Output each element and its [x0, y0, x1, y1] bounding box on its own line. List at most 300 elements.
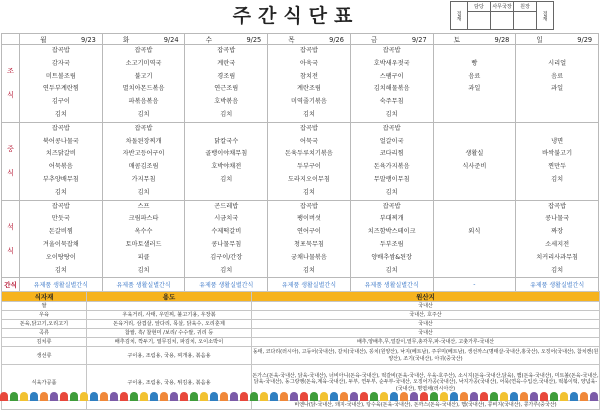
menu-item: 김구이/간장: [210, 253, 243, 261]
menu-item: 잡곡밥: [51, 47, 70, 54]
menu-item: 호박새우젓국: [373, 59, 410, 67]
menu-item: 콩나물국: [545, 215, 570, 223]
meal-label-text: 중 식: [7, 145, 14, 178]
menu-item: 잡곡밥: [134, 47, 153, 54]
menu-item: 무말랭이무침: [373, 175, 410, 183]
meal-label: [2, 200, 20, 278]
approval-box: [450, 1, 554, 30]
fence-post-icon: [370, 392, 378, 401]
fence-post-icon: [560, 392, 568, 401]
fence-post-icon: [170, 392, 178, 401]
origin-use: 구이용, 조림용, 국용, 튀김용, 볶음용: [87, 365, 252, 401]
snack-dairy: 유제품: [281, 282, 300, 290]
origin-origin: 국내산: [252, 302, 600, 311]
snack-ward: 생활실별간식: [383, 282, 419, 290]
menu-item: 김치: [54, 188, 67, 196]
fence-post-icon: [100, 392, 108, 401]
day-header-6: [433, 34, 516, 45]
meal-label-text: 조 식: [7, 67, 14, 100]
menu-item: [516, 123, 598, 136]
fence-post-icon: [570, 392, 578, 401]
origin-use: [87, 401, 252, 410]
fence-post-icon: [0, 392, 8, 401]
menu-item: 바싹불고기: [542, 150, 573, 158]
fence-post-icon: [460, 392, 468, 401]
menu-item: 겨울이묵잡채: [42, 240, 79, 248]
menu-cell: [185, 122, 268, 200]
meal-row: [2, 45, 599, 123]
origin-row: [2, 329, 600, 338]
menu-item: 잡곡밥: [299, 202, 318, 210]
menu-item: 매콤김조림: [128, 163, 159, 171]
snack-ward: 생활실별간식: [53, 282, 88, 290]
fence-post-icon: [260, 392, 268, 401]
menu-item: 생활실: [465, 150, 484, 158]
fence-post-icon: [90, 392, 98, 401]
menu-item: 어묵국: [299, 137, 318, 145]
menu-item: 수제떡갈비: [211, 228, 242, 236]
menu-item: 자반고등어구이: [122, 150, 165, 158]
fence-post-icon: [490, 392, 498, 401]
menu-item: 과일: [468, 85, 481, 93]
menu-item: 잡곡밥: [217, 47, 236, 54]
menu-cell: [350, 200, 433, 278]
menu-item: 김구이: [51, 98, 70, 106]
origin-row: [2, 311, 600, 320]
snack-cell: [20, 278, 103, 292]
approval-header-chief: 원장: [514, 2, 537, 12]
origin-origin: 국내산: [252, 329, 600, 338]
day-header-1: [20, 34, 103, 45]
fence-post-icon: [510, 392, 518, 401]
menu-cell: [516, 45, 599, 123]
origin-origin: 동태, 코다리(러시아), 고등어(국내산), 갈치(국내산), 꽁치(원양산), 낙지(베트남), 주꾸미(베트남), 생선까스(명태살-국내산,홍국산), 오징어(국내산), 참치캔(원양산), 조기(국내산), 아귀(중국산): [252, 347, 600, 365]
origin-item: 돈육,닭고기,오리고기: [2, 320, 87, 329]
snack-ward: 생활실별간식: [301, 282, 336, 290]
menu-item: 김치: [220, 175, 233, 183]
menu-item: 스팸구이: [379, 72, 404, 80]
origin-row: [2, 320, 600, 329]
fence-post-icon: [300, 392, 308, 401]
menu-item: 피클: [137, 253, 150, 261]
menu-cell: [102, 45, 185, 123]
fence-post-icon: [540, 392, 548, 401]
menu-item: [434, 201, 516, 214]
meal-row: [2, 200, 599, 278]
day-name: 월: [40, 36, 47, 44]
menu-item: 경조림: [217, 72, 236, 80]
menu-item: 김치: [54, 266, 67, 274]
menu-item: 도라지오이무침: [288, 175, 330, 183]
fence-post-icon: [270, 392, 278, 401]
menu-cell: [433, 45, 516, 123]
fence-post-icon: [120, 392, 128, 401]
day-date: 9/25: [246, 36, 262, 44]
menu-item: [434, 187, 516, 200]
day-name: 수: [205, 36, 212, 44]
menu-item: 파볶음볶음: [128, 98, 159, 106]
meal-label: [2, 45, 20, 123]
menu-cell: [350, 45, 433, 123]
menu-item: 가지무침: [131, 175, 156, 183]
menu-item: 잡곡밥: [382, 124, 401, 132]
approval-sign-director[interactable]: [491, 12, 514, 30]
menu-item: 찐만두: [548, 163, 567, 171]
menu-item: 참치전: [299, 72, 318, 80]
origin-use: [87, 302, 252, 311]
origin-use: 구이용, 조림용, 국용, 찌개용, 볶음용: [87, 347, 252, 365]
menu-item: 과일: [551, 85, 564, 93]
menu-cell: [20, 45, 103, 123]
menu-item: 연어구이: [297, 228, 321, 236]
meal-label: [2, 122, 20, 200]
fence-post-icon: [400, 392, 408, 401]
origin-use: 돈육거리, 삼겹살, 앞다리, 목살, 닭육수, 오리훈제: [87, 320, 252, 329]
origin-item: 곡류: [2, 329, 87, 338]
fence-post-icon: [520, 392, 528, 401]
menu-cell: [102, 200, 185, 278]
day-header-3: [185, 34, 268, 45]
fence-post-icon: [420, 392, 428, 401]
menu-cell: [516, 122, 599, 200]
snack-ward: 생활실별간식: [218, 282, 254, 290]
menu-item: [516, 45, 598, 58]
snack-ward: 생활실별간식: [135, 282, 171, 290]
fence-post-icon: [430, 392, 438, 401]
meal-row: [2, 122, 599, 200]
snack-dairy: -: [473, 281, 476, 289]
menu-item: 부대찌개: [379, 215, 404, 223]
menu-item: 치커리사과무침: [536, 253, 579, 261]
day-date: 9/29: [577, 36, 593, 44]
fence-post-icon: [360, 392, 368, 401]
snack-cell: [433, 278, 516, 292]
origin-origin: 국내산: [252, 320, 600, 329]
menu-item: 김치: [137, 188, 150, 196]
menu-item: 호박볶음: [214, 98, 239, 106]
menu-item: 김치: [220, 110, 233, 118]
snack-row: [2, 278, 599, 292]
fence-post-icon: [530, 392, 538, 401]
approval-label-right: 결재: [537, 2, 554, 30]
approval-header-staff: 담당: [468, 2, 491, 12]
day-name: 화: [122, 36, 130, 44]
menu-item: 계란국: [217, 59, 236, 67]
day-name: 일: [536, 36, 543, 44]
origin-header-use: 용도: [87, 292, 252, 302]
origin-row: [2, 347, 600, 365]
fence-post-icon: [180, 392, 188, 401]
menu-item: [434, 174, 516, 187]
fence-post-icon: [580, 392, 588, 401]
menu-item: 팽이버섯: [297, 215, 321, 223]
menu-corner: [2, 34, 20, 45]
menu-cell: [20, 122, 103, 200]
page-title: 주간식단표: [232, 5, 360, 27]
menu-item: 냉면: [551, 137, 564, 145]
menu-item: [185, 187, 267, 200]
fence-post-icon: [310, 392, 318, 401]
menu-item: 양배추쌈&된장: [371, 253, 412, 261]
fence-post-icon: [160, 392, 168, 401]
snack-cell: [516, 278, 599, 292]
menu-item: 외식: [468, 228, 481, 236]
fence-post-icon: [240, 392, 248, 401]
fence-post-icon: [50, 392, 58, 401]
menu-item: 부추양배무침: [42, 175, 79, 183]
fence-post-icon: [220, 392, 228, 401]
origin-item: [2, 401, 87, 410]
origin-origin: 돈가스(돈육-국내산, 닭육-국내산), 너비아니(돈육-국내산), 떡갈비(돈육-국내산, 우육-호주산), 소시지(돈육-국내산,닭육), 햄(돈육-국내산), 미트볼(돈육-국내산,닭육-국내산), 동그랑땡(돈육,계육-국내산), 두부, 연두부, 순두부-국내산, 오징어가공(국내산), 낙지가공(국내산), 어묵(연육-수입산,국내산), 떡볶이떡, 양념육-(국내산), 명엽채(러시아산): [252, 365, 600, 401]
snack-cell: [102, 278, 185, 292]
snack-dairy: 유제품: [530, 282, 548, 290]
menu-item: 잡곡밥: [382, 47, 401, 54]
fence-post-icon: [330, 392, 338, 401]
fence-post-icon: [130, 392, 138, 401]
fence-post-icon: [250, 392, 258, 401]
menu-item: 돈갈비찜: [48, 228, 73, 236]
menu-item: 잡곡밥: [134, 124, 153, 132]
origin-row: [2, 401, 600, 410]
weekly-menu-table: [1, 33, 599, 292]
menu-cell: [268, 200, 351, 278]
menu-item: 차돌된장찌개: [125, 137, 162, 145]
fence-post-icon: [80, 392, 88, 401]
fence-post-icon: [290, 392, 298, 401]
snack-cell: [350, 278, 433, 292]
day-date: 9/27: [411, 36, 427, 44]
menu-item: 김치: [551, 175, 564, 183]
menu-item: 시금치국: [214, 215, 239, 223]
day-date: 9/26: [329, 36, 344, 44]
snack-cell: [185, 278, 268, 292]
menu-item: [434, 136, 516, 149]
origin-item: 식육가공품: [2, 365, 87, 401]
menu-item: 크림파스타: [128, 215, 159, 223]
menu-item: 김치: [302, 188, 315, 196]
fence-post-icon: [590, 392, 598, 401]
menu-item: 멸치아몬드볶음: [122, 85, 165, 93]
menu-item: 닭칼국수: [214, 137, 239, 145]
menu-item: 숙주무침: [379, 98, 404, 106]
menu-item: 골뱅이야채무침: [205, 150, 248, 158]
menu-cell: [516, 200, 599, 278]
origin-header-ingredient: 식자재: [2, 292, 87, 302]
menu-item: 얼갈이국: [379, 137, 404, 145]
menu-item: [434, 109, 516, 122]
fence-post-icon: [350, 392, 358, 401]
fence-post-icon: [230, 392, 238, 401]
fence-post-icon: [10, 392, 18, 401]
fence-post-icon: [110, 392, 118, 401]
menu-item: 짜장: [551, 228, 564, 236]
day-header-5: [350, 34, 433, 45]
origin-item: 생선류: [2, 347, 87, 365]
fence-post-icon: [40, 392, 48, 401]
snack-dairy: 유제품: [116, 282, 134, 290]
menu-item: [434, 213, 516, 226]
fence-post-icon: [380, 392, 388, 401]
menu-item: [434, 239, 516, 252]
menu-item: 옥수수: [134, 228, 153, 236]
menu-item: 감자국: [51, 59, 70, 67]
menu-item: 치즈닭갈비: [45, 150, 76, 158]
menu-item: 김치: [385, 188, 398, 196]
menu-cell: [433, 122, 516, 200]
menu-item: 김치: [385, 110, 398, 118]
day-name: 금: [370, 36, 378, 44]
origin-header-row: [2, 292, 600, 302]
origin-item: 김치류: [2, 338, 87, 347]
menu-item: [434, 45, 516, 58]
fence-post-icon: [150, 392, 158, 401]
menu-item: 오이탕탕이: [45, 253, 76, 261]
origin-origin: 배추,양배추,무,얼갈이,열무,총각무,파-국내산, 고춧가루-국내산: [252, 338, 600, 347]
origin-header-origin: 원산지: [252, 292, 600, 302]
day-header-7: [516, 34, 599, 45]
day-date: 9/24: [163, 36, 179, 44]
menu-item: 곤드레밥: [214, 202, 239, 210]
menu-item: 음료: [468, 72, 481, 80]
menu-item: 코다리찜: [379, 150, 404, 158]
menu-item: [434, 123, 516, 136]
menu-cell: [102, 122, 185, 200]
menu-item: 만둣국: [51, 215, 70, 223]
menu-item: 불고기: [134, 72, 153, 80]
day-header-2: [102, 34, 185, 45]
menu-item: [185, 123, 267, 136]
day-date: 9/23: [81, 36, 96, 44]
snack-cell: [268, 278, 351, 292]
fence-post-icon: [470, 392, 478, 401]
menu-item: 계란조림: [297, 85, 321, 93]
fence-post-icon: [440, 392, 448, 401]
menu-item: [434, 252, 516, 265]
menu-item: 빵: [471, 59, 478, 67]
menu-item: 잡곡밥: [299, 124, 318, 132]
meal-label-text: 석 식: [7, 222, 14, 255]
day-name: 목: [288, 36, 295, 44]
fence-post-icon: [280, 392, 288, 401]
menu-cell: [433, 200, 516, 278]
fence-post-icon: [70, 392, 78, 401]
menu-item: 김치: [302, 110, 315, 118]
menu-item: [516, 96, 598, 109]
menu-item: [434, 96, 516, 109]
origin-use: 찹쌀, 흑/ 찰현미 /보리/ 수수쌀, 귀리 등: [87, 329, 252, 338]
menu-item: 미역줄기볶음: [291, 98, 327, 106]
fence-post-icon: [410, 392, 418, 401]
snack-dairy: 유제품: [33, 282, 52, 290]
menu-item: 연두부계란찜: [42, 85, 79, 93]
menu-item: 잡곡밥: [299, 47, 318, 54]
menu-header-row: [2, 34, 599, 45]
fence-post-icon: [340, 392, 348, 401]
menu-item: 김치: [551, 266, 564, 274]
menu-item: 어묵볶음: [48, 163, 73, 171]
menu-item: 콩나물무침: [211, 240, 242, 248]
menu-cell: [185, 45, 268, 123]
fence-post-icon: [320, 392, 328, 401]
fence-post-icon: [390, 392, 398, 401]
menu-item: 연근조림: [214, 85, 239, 93]
origin-item: 쌀: [2, 302, 87, 311]
menu-item: 잡곡밥: [51, 202, 70, 210]
menu-item: 김치: [137, 266, 150, 274]
menu-item: 식사준비: [462, 163, 487, 171]
fence-post-icon: [20, 392, 28, 401]
menu-item: 소고기미역국: [125, 59, 162, 67]
menu-item: 두부조림: [379, 240, 404, 248]
menu-item: 아욱국: [299, 59, 318, 67]
approval-label: 결재: [451, 2, 468, 30]
decorative-fence-border: [0, 386, 600, 401]
snack-label: 간식: [2, 278, 20, 292]
menu-item: 김치: [220, 266, 233, 274]
fence-post-icon: [500, 392, 508, 401]
fence-post-icon: [60, 392, 68, 401]
approval-sign-chief[interactable]: [514, 12, 537, 30]
approval-header-director: 사무국장: [491, 2, 514, 12]
menu-item: 토마토샐러드: [125, 240, 162, 248]
menu-item: [516, 187, 598, 200]
day-date: 9/28: [494, 36, 510, 44]
menu-item: 궁채나물볶음: [291, 253, 327, 261]
origin-row: [2, 338, 600, 347]
fence-post-icon: [140, 392, 148, 401]
fence-post-icon: [550, 392, 558, 401]
menu-item: 잡곡밥: [548, 202, 567, 210]
menu-item: 김치: [302, 266, 315, 274]
origin-row: [2, 302, 600, 311]
menu-item: 치즈함박스테이크: [367, 228, 416, 236]
menu-item: 북어콩나물국: [42, 137, 79, 145]
origin-use: 배추김치, 깍두기, 열무김치, 파김치, 오이소박이: [87, 338, 252, 347]
menu-item: 청포묵무침: [294, 240, 324, 248]
fence-post-icon: [450, 392, 458, 401]
menu-item: 소세지전: [545, 240, 570, 248]
fence-post-icon: [190, 392, 198, 401]
menu-item: 잡곡밥: [51, 124, 70, 132]
approval-sign-staff[interactable]: [468, 12, 491, 30]
snack-ward: 생활실별간식: [549, 282, 585, 290]
menu-item: 잡곡밥: [382, 202, 401, 210]
menu-cell: [268, 45, 351, 123]
menu-cell: [20, 200, 103, 278]
snack-dairy: 유제품: [199, 282, 217, 290]
origin-item: 우육: [2, 311, 87, 320]
menu-item: 스프: [137, 202, 150, 210]
fence-post-icon: [200, 392, 208, 401]
origin-origin: 비엔나(닭-국내산, 돼지-국내산), 탕수육(돈육-국내산), 돈까스(돈육-국내산), 햄(국내산), 콩비지(국내산), 콩가루(중국산): [252, 401, 600, 410]
menu-item: 돈육두루치기볶음: [285, 150, 333, 158]
snack-dairy: 유제품: [364, 282, 382, 290]
fence-post-icon: [210, 392, 218, 401]
origin-origin: 국내산, 호주산: [252, 311, 600, 320]
menu-item: [434, 265, 516, 278]
menu-item: 김치: [137, 110, 150, 118]
fence-post-icon: [30, 392, 38, 401]
day-name: 토: [453, 36, 461, 44]
fence-post-icon: [480, 392, 488, 401]
menu-cell: [350, 122, 433, 200]
menu-item: 김치해물볶음: [373, 85, 410, 93]
menu-body: [2, 45, 599, 292]
menu-item: 두부구이: [297, 163, 321, 171]
origin-use: 우육거리, 사태, 우민찌, 불고기용, 우장볶: [87, 311, 252, 320]
menu-item: 돈육가지볶음: [373, 163, 410, 171]
menu-item: [516, 109, 598, 122]
